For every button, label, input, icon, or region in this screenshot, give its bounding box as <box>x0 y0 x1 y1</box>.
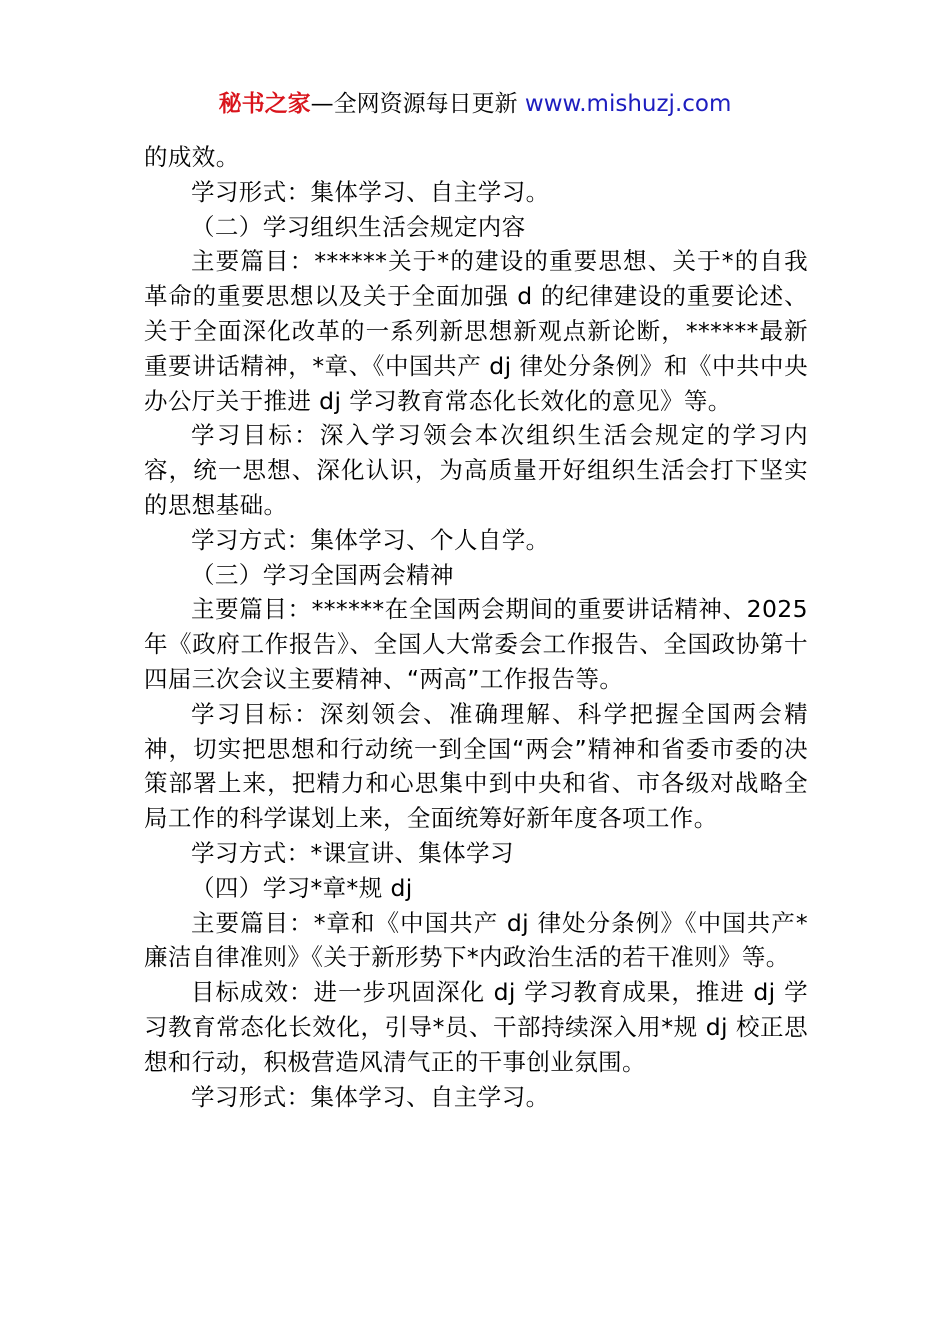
paragraph-study-goal-2: 学习目标：深入学习领会本次组织生活会规定的学习内容，统一思想、深化认识，为高质量开好组织生活会打下坚实的思想基础。 <box>144 421 808 519</box>
paragraph-main-texts-4: 主要篇目：*章和《中国共产 dj 律处分条例》《中国共产*廉洁自律准则》《关于新形势下*内政治生活的若干准则》等。 <box>144 908 808 972</box>
paragraph-goal-outcome-4: 目标成效：进一步巩固深化 dj 学习教育成果，推进 dj 学习教育常态化长效化，引导*员、干部持续深入用*规 dj 校正思想和行动，积极营造风清气正的干事创业氛围。 <box>144 978 808 1076</box>
paragraph-main-texts-3: 主要篇目：******在全国两会期间的重要讲话精神、2025 年《政府工作报告》、全国人大常委会工作报告、全国政协第十四届三次会议主要精神、“两高”工作报告等。 <box>144 595 808 693</box>
paragraph-study-method-2: 学习方式：集体学习、个人自学。 <box>191 525 550 554</box>
header-tagline: —全网资源每日更新 <box>310 91 525 117</box>
brand-name: 秘书之家 <box>218 91 311 117</box>
section-heading-2: （二）学习组织生活会规定内容 <box>191 212 526 241</box>
document-body <box>144 140 808 1114</box>
paragraph-continuation: 的成效。 <box>144 143 240 171</box>
paragraph-study-method-3: 学习方式：*课宣讲、集体学习 <box>191 838 514 867</box>
page-header <box>0 88 950 120</box>
paragraph-main-texts-2: 主要篇目：******关于*的建设的重要思想、关于*的自我革命的重要思想以及关于全面加强 d 的纪律建设的重要论述、关于全面深化改革的一系列新思想新观点新论断，******最新重要讲话精神，*章、《中国共产 dj 律处分条例》和《中共中央办公厅关于推进 dj 学习教育常态化长效化的意见》等。 <box>144 247 808 415</box>
section-heading-3: （三）学习全国两会精神 <box>191 560 454 589</box>
paragraph-study-form-4: 学习形式：集体学习、自主学习。 <box>191 1082 550 1111</box>
paragraph-study-form-1: 学习形式：集体学习、自主学习。 <box>191 177 550 206</box>
website-link[interactable]: www.mishuzj.com <box>524 91 732 117</box>
section-heading-4: （四）学习*章*规 dj <box>191 873 413 902</box>
paragraph-study-goal-3: 学习目标：深刻领会、准确理解、科学把握全国两会精神，切实把思想和行动统一到全国“两会”精神和省委市委的决策部署上来，把精力和心思集中到中央和省、市各级对战略全局工作的科学谋划上来，全面统筹好新年度各项工作。 <box>144 699 808 833</box>
